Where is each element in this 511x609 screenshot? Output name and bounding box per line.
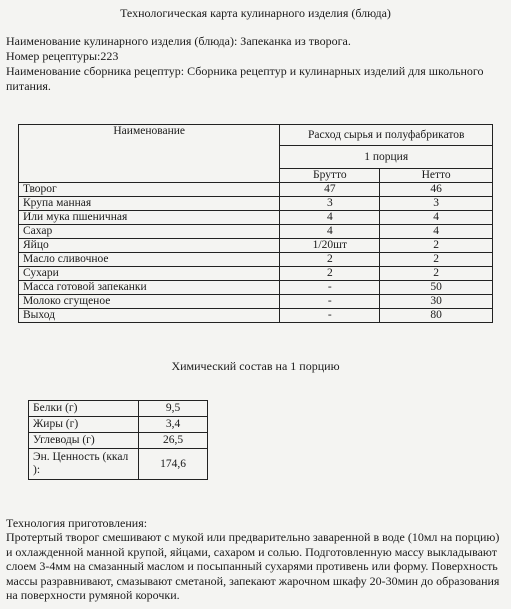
chem-label: Эн. Ценность (ккал ):: [29, 449, 139, 480]
header-net: Нетто: [380, 169, 493, 183]
net-value: 4: [380, 225, 493, 239]
ingredient-name: Масло сливочное: [19, 253, 280, 267]
chem-label: Жиры (г): [29, 417, 139, 433]
chem-label: Углеводы (г): [29, 433, 139, 449]
ingredient-name: Молоко сгущеное: [19, 295, 280, 309]
recipe-number: Номер рецептуры:223: [6, 49, 119, 63]
table-row: [29, 433, 208, 449]
table-row: [19, 183, 493, 197]
table-row: [29, 401, 208, 417]
gross-value: 1/20шт: [280, 239, 380, 253]
header-gross: Брутто: [280, 169, 380, 183]
ingredient-name: Выход: [19, 309, 280, 323]
chemistry-title: Химический состав на 1 порцию: [171, 359, 340, 373]
gross-value: 4: [280, 225, 380, 239]
table-row: [19, 253, 493, 267]
table-row: [19, 295, 493, 309]
technology-text: Протертый творог смешивают с мукой или предварительно заваренной в воде (10мл на порцию) и охлажденной манной крупой, яйцами, сахаром и солью. Подготовленную массу выкладывают слоем 3-4мм на смазанный маслом и посыпанный сухарями противень или форму. Поверхность массы разравнивают, смазывают сметаной, запекают жарочном шкафу 20-30мин до образования на поверхности румяной корочки.: [6, 530, 500, 602]
table-row: [19, 239, 493, 253]
chemistry-table: [28, 400, 208, 480]
net-value: 3: [380, 197, 493, 211]
net-value: 50: [380, 281, 493, 295]
meta-block: [6, 34, 504, 94]
ingredients-header-row: [19, 125, 493, 146]
net-value: 46: [380, 183, 493, 197]
table-row: [19, 281, 493, 295]
technology-title: Технология приготовления:: [6, 516, 148, 530]
gross-value: 4: [280, 211, 380, 225]
gross-value: -: [280, 281, 380, 295]
dish-name: Наименование кулинарного изделия (блюда): Запеканка из творога.: [6, 34, 351, 48]
ingredients-table: [18, 124, 493, 323]
ingredient-name: Или мука пшеничная: [19, 211, 280, 225]
net-value: 80: [380, 309, 493, 323]
ingredient-name: Масса готовой запеканки: [19, 281, 280, 295]
ingredient-name: Крупа манная: [19, 197, 280, 211]
gross-value: 2: [280, 253, 380, 267]
gross-value: -: [280, 309, 380, 323]
table-row: [19, 267, 493, 281]
gross-value: 2: [280, 267, 380, 281]
net-value: 2: [380, 253, 493, 267]
chem-value: 3,4: [139, 417, 208, 433]
table-row: [19, 309, 493, 323]
table-row: [19, 211, 493, 225]
gross-value: -: [280, 295, 380, 309]
chem-label: Белки (г): [29, 401, 139, 417]
chem-value: 26,5: [139, 433, 208, 449]
header-portion: 1 порция: [280, 146, 493, 169]
ingredient-name: Яйцо: [19, 239, 280, 253]
gross-value: 3: [280, 197, 380, 211]
table-row: [29, 449, 208, 480]
header-name: Наименование: [19, 125, 280, 183]
chem-value: 174,6: [139, 449, 208, 480]
chem-value: 9,5: [139, 401, 208, 417]
table-row: [29, 417, 208, 433]
net-value: 2: [380, 267, 493, 281]
header-consumption: Расход сырья и полуфабрикатов: [280, 125, 493, 146]
ingredient-name: Творог: [19, 183, 280, 197]
table-row: [19, 197, 493, 211]
collection-name: Наименование сборника рецептур: Сборника рецептур и кулинарных изделий для школьного питания.: [6, 64, 484, 93]
gross-value: 47: [280, 183, 380, 197]
ingredient-name: Сухари: [19, 267, 280, 281]
net-value: 4: [380, 211, 493, 225]
document-title: Технологическая карта кулинарного изделия (блюда): [120, 6, 391, 20]
net-value: 30: [380, 295, 493, 309]
ingredient-name: Сахар: [19, 225, 280, 239]
table-row: [19, 225, 493, 239]
net-value: 2: [380, 239, 493, 253]
